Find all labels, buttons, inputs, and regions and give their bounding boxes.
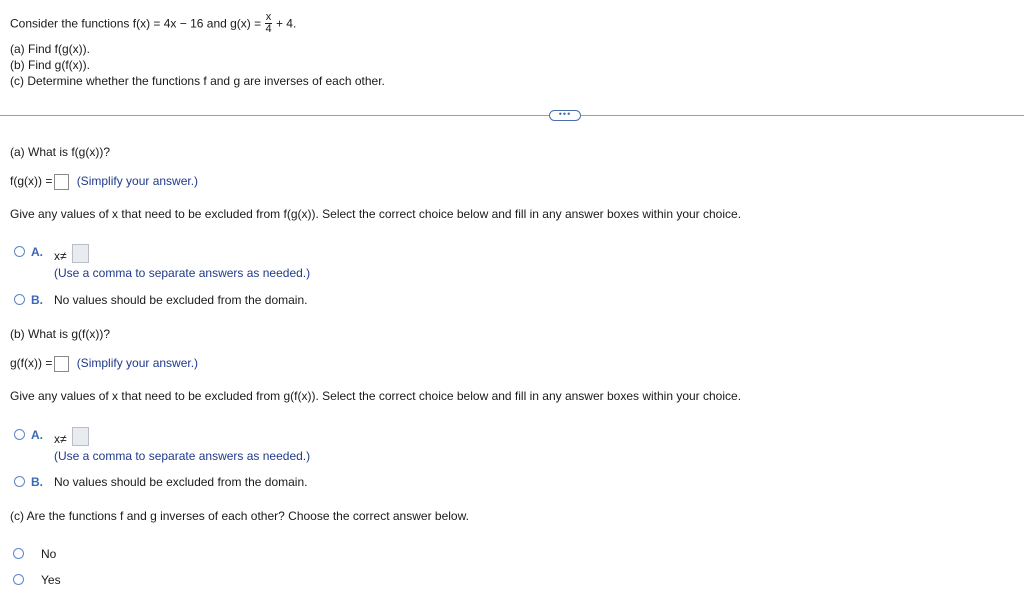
radio-b-choice-a[interactable]: [14, 429, 25, 440]
problem-statement: [10, 11, 297, 35]
choice-b-text-a: No values should be excluded from the domain.: [54, 293, 308, 307]
question-c: (c) Are the functions f and g inverses of each other? Choose the correct answer below.: [10, 509, 469, 523]
radio-a-choice-a[interactable]: [14, 246, 25, 257]
answer-label-gfx: g(f(x)) =: [10, 356, 53, 371]
simplify-hint-b: (Simplify your answer.): [76, 356, 199, 371]
not-equal-label-b: x≠: [54, 432, 67, 446]
radio-a-choice-b[interactable]: [14, 294, 25, 305]
question-b: (b) What is g(f(x))?: [10, 327, 111, 341]
gfx-answer-input[interactable]: [54, 356, 69, 372]
comma-hint-a: (Use a comma to separate answers as needed.): [54, 266, 311, 280]
fraction-numerator: x: [265, 11, 272, 23]
answer-row-a: [10, 174, 198, 190]
problem-part-c: (c) Determine whether the functions f and g are inverses of each other.: [10, 74, 385, 88]
problem-intro: Consider the functions f(x) = 4x − 16 and g(x) =: [10, 16, 262, 31]
instruction-b: Give any values of x that need to be excluded from g(f(x)). Select the correct choice below and fill in any answer boxes within your choice.: [10, 389, 742, 403]
problem-part-b: (b) Find g(f(x)).: [10, 58, 91, 72]
more-options-button[interactable]: •••: [549, 110, 581, 121]
option-yes-label: Yes: [41, 573, 61, 587]
question-a: (a) What is f(g(x))?: [10, 145, 111, 159]
section-divider: [0, 115, 1024, 116]
excluded-values-input-b[interactable]: [72, 427, 89, 446]
choice-b-letter-b: B.: [31, 475, 43, 489]
choice-a-letter-b: A.: [31, 428, 43, 442]
comma-hint-b: (Use a comma to separate answers as needed.): [54, 449, 311, 463]
excluded-values-input-a[interactable]: [72, 244, 89, 263]
option-no-label: No: [41, 547, 57, 561]
fraction-x-over-4: [265, 13, 271, 34]
choice-b-letter-a: B.: [31, 293, 43, 307]
radio-c-no[interactable]: [13, 548, 24, 559]
radio-c-yes[interactable]: [13, 574, 24, 585]
simplify-hint-a: (Simplify your answer.): [76, 174, 199, 189]
answer-row-b: [10, 356, 198, 372]
instruction-a: Give any values of x that need to be excluded from f(g(x)). Select the correct choice below and fill in any answer boxes within your choice.: [10, 207, 742, 221]
problem-intro-suffix: + 4.: [275, 16, 297, 31]
not-equal-label-a: x≠: [54, 249, 67, 263]
choice-a-letter-a: A.: [31, 245, 43, 259]
fgx-answer-input[interactable]: [54, 174, 69, 190]
fraction-denominator: 4: [265, 23, 272, 35]
radio-b-choice-b[interactable]: [14, 476, 25, 487]
answer-label-fgx: f(g(x)) =: [10, 174, 53, 189]
choice-b-text-b: No values should be excluded from the domain.: [54, 475, 308, 489]
problem-part-a: (a) Find f(g(x)).: [10, 42, 91, 56]
